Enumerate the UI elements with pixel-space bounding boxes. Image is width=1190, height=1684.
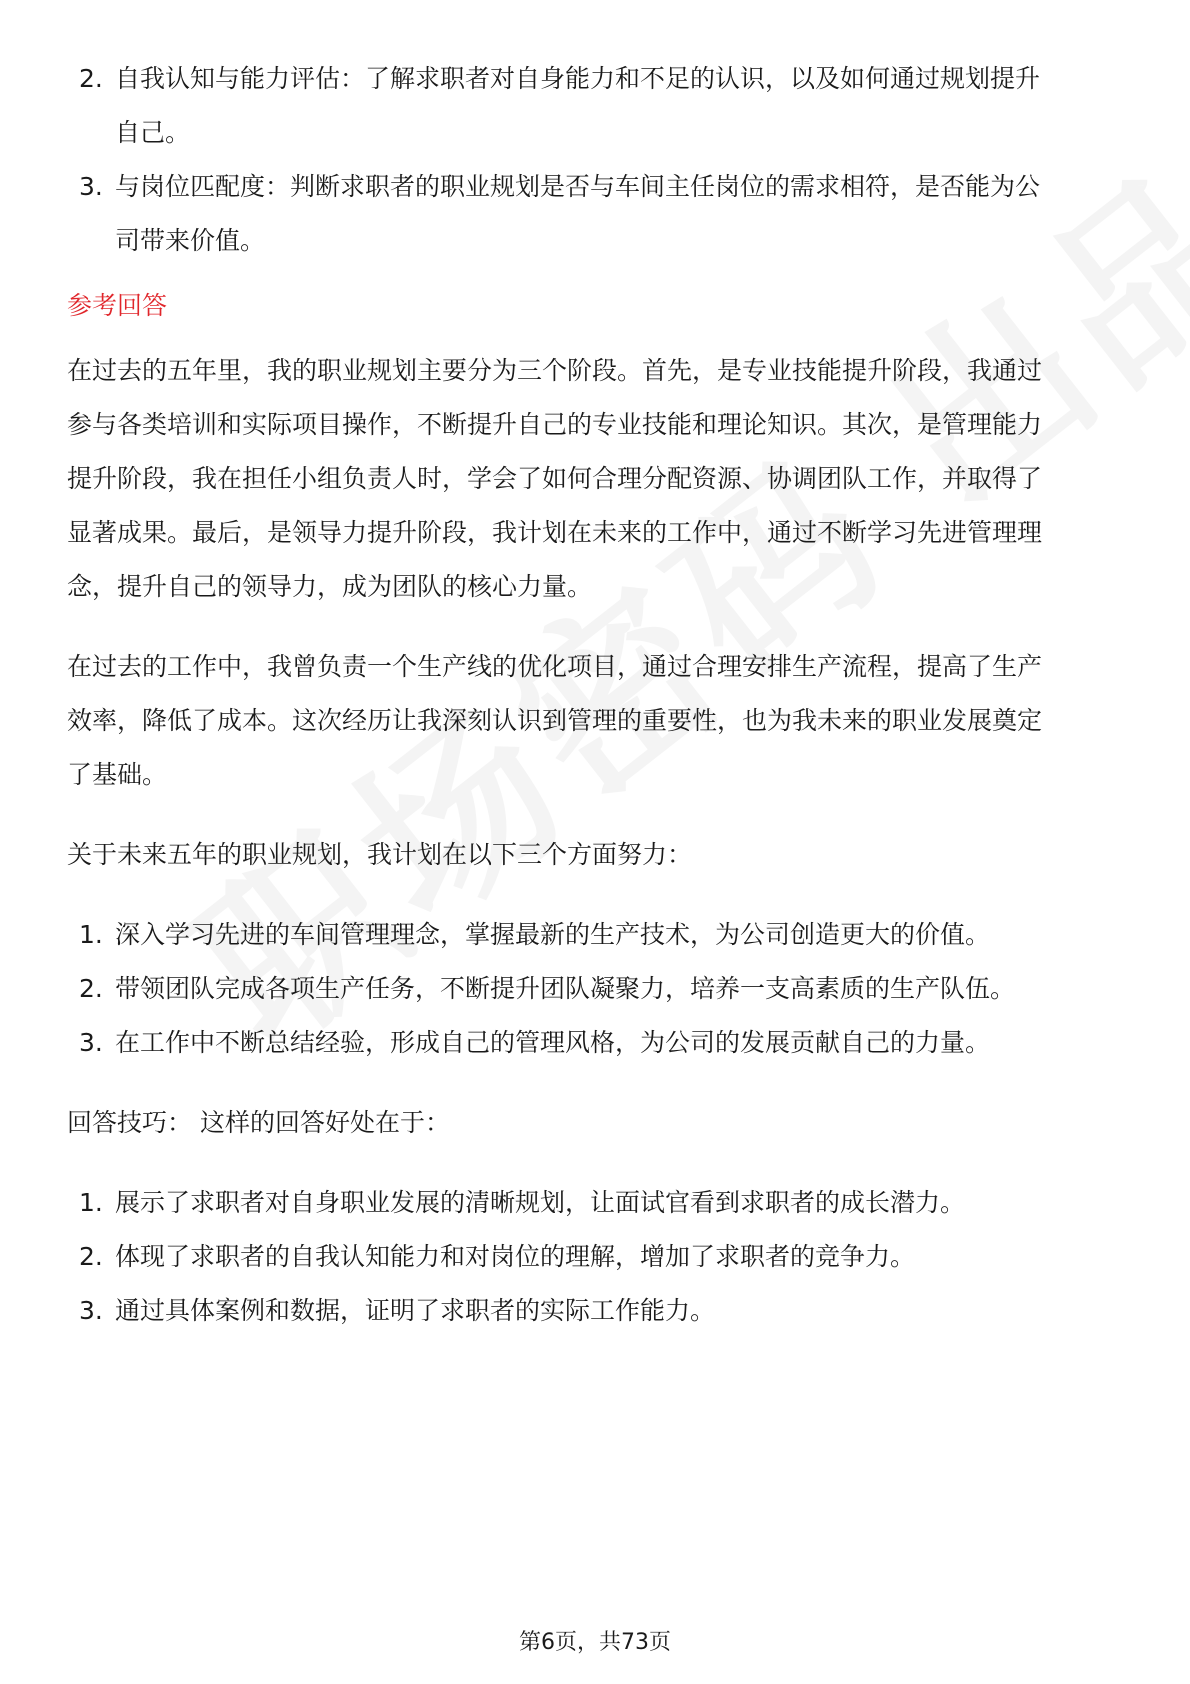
tips-list: [67, 1176, 1047, 1338]
list-number: 1.: [79, 920, 103, 949]
list-number: 3.: [79, 172, 103, 201]
list-item: [67, 962, 1047, 1016]
list-number: 2.: [79, 64, 103, 93]
list-item-text: 在工作中不断总结经验，形成自己的管理风格，为公司的发展贡献自己的力量。: [115, 1028, 991, 1057]
list-number: 1.: [79, 1188, 103, 1217]
list-number: 3.: [79, 1028, 103, 1057]
section-heading: 参考回答: [67, 291, 168, 320]
criteria-list: [67, 52, 1047, 268]
list-item: [67, 1176, 1047, 1230]
list-item-text: 深入学习先进的车间管理理念，掌握最新的生产技术，为公司创造更大的价值。: [115, 920, 991, 949]
list-number: 3.: [79, 1296, 103, 1325]
list-item-text: 体现了求职者的自我认知能力和对岗位的理解，增加了求职者的竞争力。: [115, 1242, 916, 1271]
list-item-text: 带领团队完成各项生产任务，不断提升团队凝聚力，培养一支高素质的生产队伍。: [115, 974, 1016, 1003]
list-item: [67, 160, 1047, 268]
tips-intro: 回答技巧： 这样的回答好处在于：: [67, 1108, 450, 1137]
page-footer: 第6页，共73页: [519, 1630, 671, 1655]
future-plan-list: [67, 908, 1047, 1070]
answer-paragraph-3: 关于未来五年的职业规划，我计划在以下三个方面努力：: [67, 840, 693, 869]
list-item: [67, 1230, 1047, 1284]
list-item: [67, 908, 1047, 962]
list-item: [67, 52, 1047, 160]
list-item-text: 展示了求职者对自身职业发展的清晰规划，让面试官看到求职者的成长潜力。: [115, 1188, 966, 1217]
list-item-text: 自我认知与能力评估：了解求职者对自身能力和不足的认识，以及如何通过规划提升自己。: [115, 64, 1041, 147]
answer-paragraph-2: 在过去的工作中，我曾负责一个生产线的优化项目，通过合理安排生产流程，提高了生产效率，降低了成本。这次经历让我深刻认识到管理的重要性，也为我未来的职业发展奠定了基础。: [67, 652, 1043, 789]
list-item: [67, 1284, 1047, 1338]
list-item: [67, 1016, 1047, 1070]
list-item-text: 与岗位匹配度：判断求职者的职业规划是否与车间主任岗位的需求相符，是否能为公司带来价值。: [115, 172, 1041, 255]
page-content: [67, 52, 1047, 1338]
answer-paragraph-1: 在过去的五年里，我的职业规划主要分为三个阶段。首先，是专业技能提升阶段，我通过参与各类培训和实际项目操作，不断提升自己的专业技能和理论知识。其次，是管理能力提升阶段，我在担任小组负责人时，学会了如何合理分配资源、协调团队工作，并取得了显著成果。最后，是领导力提升阶段，我计划在未来的工作中，通过不断学习先进管理理念，提升自己的领导力，成为团队的核心力量。: [67, 356, 1043, 601]
list-number: 2.: [79, 1242, 103, 1271]
list-number: 2.: [79, 974, 103, 1003]
list-item-text: 通过具体案例和数据，证明了求职者的实际工作能力。: [115, 1296, 716, 1325]
